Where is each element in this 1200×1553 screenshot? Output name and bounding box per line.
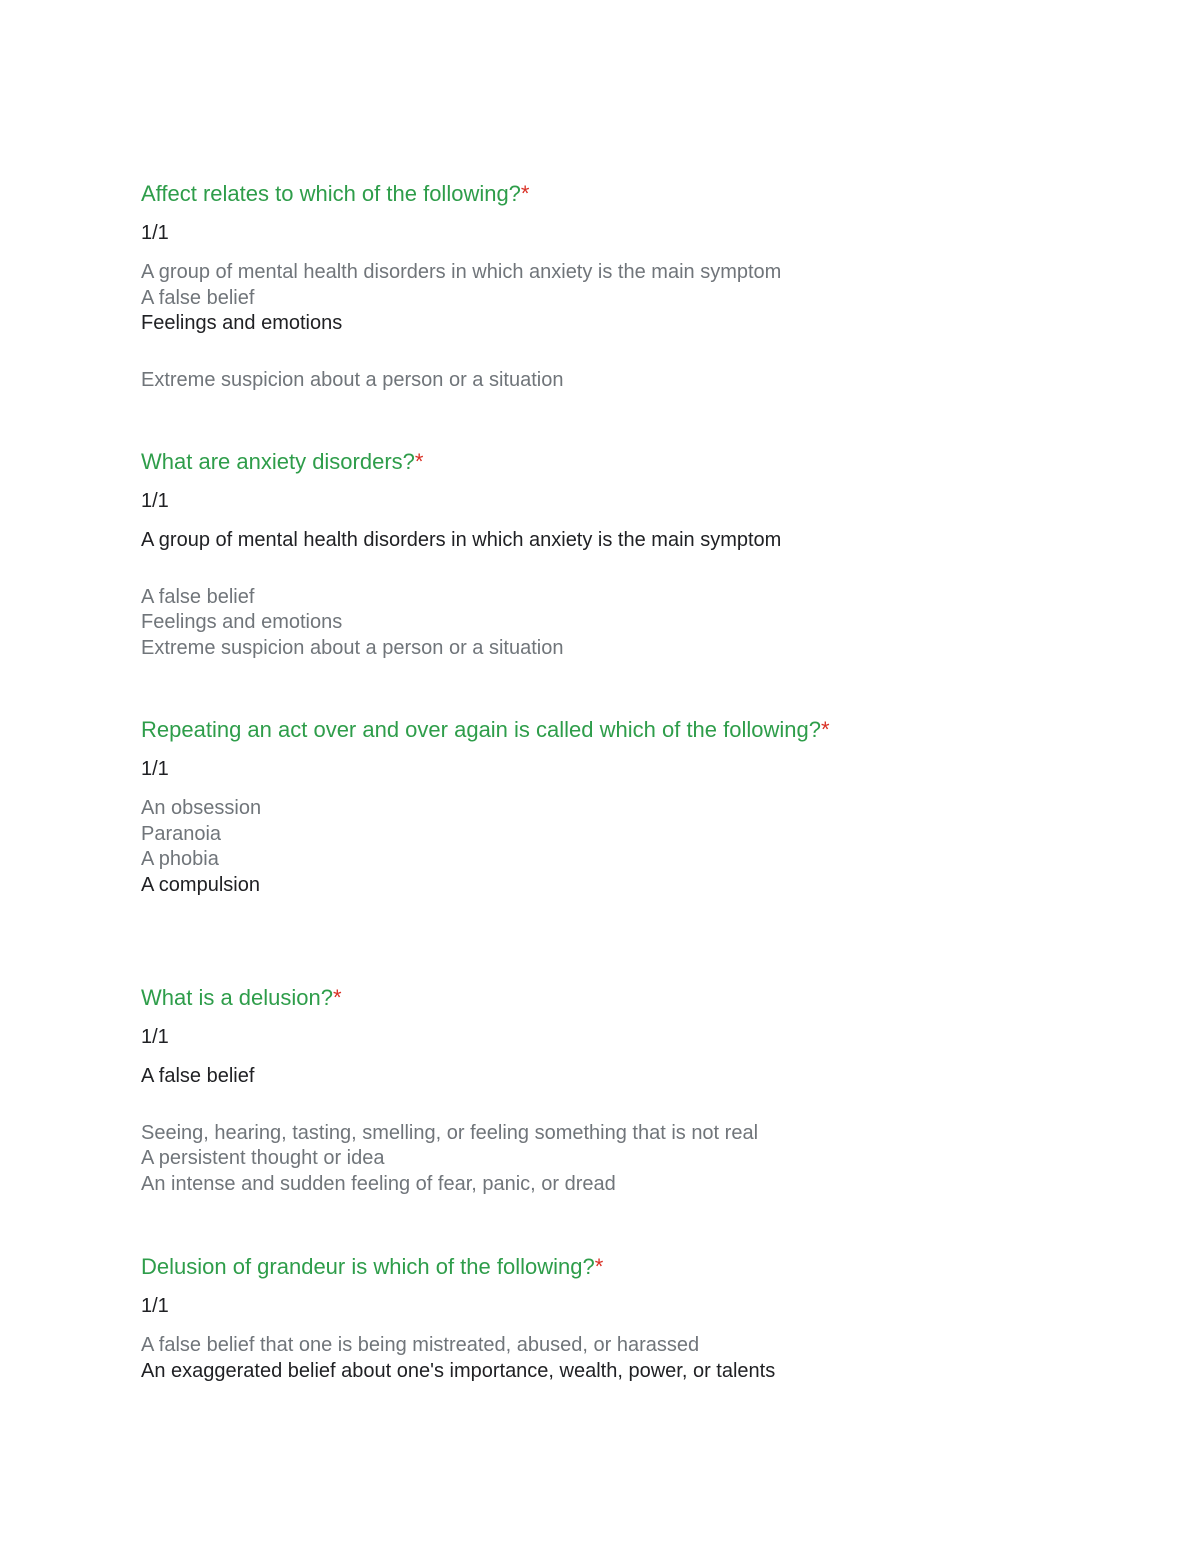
- answer-option: An obsession: [141, 797, 262, 819]
- answer-option: A persistent thought or idea: [141, 1147, 385, 1169]
- question-title: [141, 984, 1121, 1012]
- question-score: 1/1: [141, 1295, 169, 1317]
- required-mark: *: [820, 717, 830, 742]
- question-title: [141, 716, 1121, 744]
- answer-option: Paranoia: [141, 822, 222, 845]
- answer-option-selected: A group of mental health disorders in which anxiety is the main symptom: [141, 529, 782, 551]
- required-mark: *: [414, 449, 424, 474]
- question-title-text: What is a delusion?: [141, 985, 333, 1010]
- required-mark: *: [594, 1254, 604, 1279]
- required-mark: *: [520, 181, 530, 206]
- question-score: 1/1: [141, 1026, 169, 1048]
- answer-options: [141, 528, 1121, 661]
- question-title: [141, 448, 1121, 476]
- answer-option: Seeing, hearing, tasting, smelling, or feeling something that is not real: [141, 1121, 759, 1144]
- answer-options: [141, 1064, 1121, 1197]
- answer-option: A phobia: [141, 848, 219, 870]
- answer-option-selected: A compulsion: [141, 873, 260, 896]
- answer-options: [141, 260, 1121, 393]
- question-title-text: Affect relates to which of the following?: [141, 181, 521, 206]
- answer-option-selected: An exaggerated belief about one's importance, wealth, power, or talents: [141, 1359, 776, 1382]
- question-block: [141, 1253, 1121, 1384]
- answer-option: A false belief: [141, 585, 255, 608]
- question-block: [141, 716, 1121, 898]
- question-title-text: Repeating an act over and over again is called which of the following?: [141, 717, 821, 742]
- question-title: [141, 1253, 1121, 1281]
- answer-option: A false belief that one is being mistreated, abused, or harassed: [141, 1334, 700, 1356]
- question-score: 1/1: [141, 222, 169, 244]
- required-mark: *: [333, 985, 342, 1010]
- answer-options: [141, 796, 1121, 898]
- answer-option: A false belief: [141, 286, 255, 309]
- answer-option-selected: A false belief: [141, 1065, 255, 1087]
- question-title-text: What are anxiety disorders?: [141, 449, 415, 474]
- question-block: [141, 448, 1121, 661]
- question-title-text: Delusion of grandeur is which of the following?: [141, 1254, 595, 1279]
- answer-option: Extreme suspicion about a person or a situation: [141, 636, 564, 659]
- question-block: [141, 984, 1121, 1197]
- answer-option: An intense and sudden feeling of fear, panic, or dread: [141, 1172, 616, 1195]
- answer-option: A group of mental health disorders in which anxiety is the main symptom: [141, 261, 782, 283]
- answer-option: Extreme suspicion about a person or a situation: [141, 368, 564, 391]
- answer-option: Feelings and emotions: [141, 611, 343, 633]
- question-score: 1/1: [141, 758, 169, 780]
- answer-options: [141, 1333, 1121, 1384]
- question-block: [141, 180, 1121, 393]
- answer-option-selected: Feelings and emotions: [141, 312, 343, 334]
- question-title: [141, 180, 1121, 208]
- question-score: 1/1: [141, 490, 169, 512]
